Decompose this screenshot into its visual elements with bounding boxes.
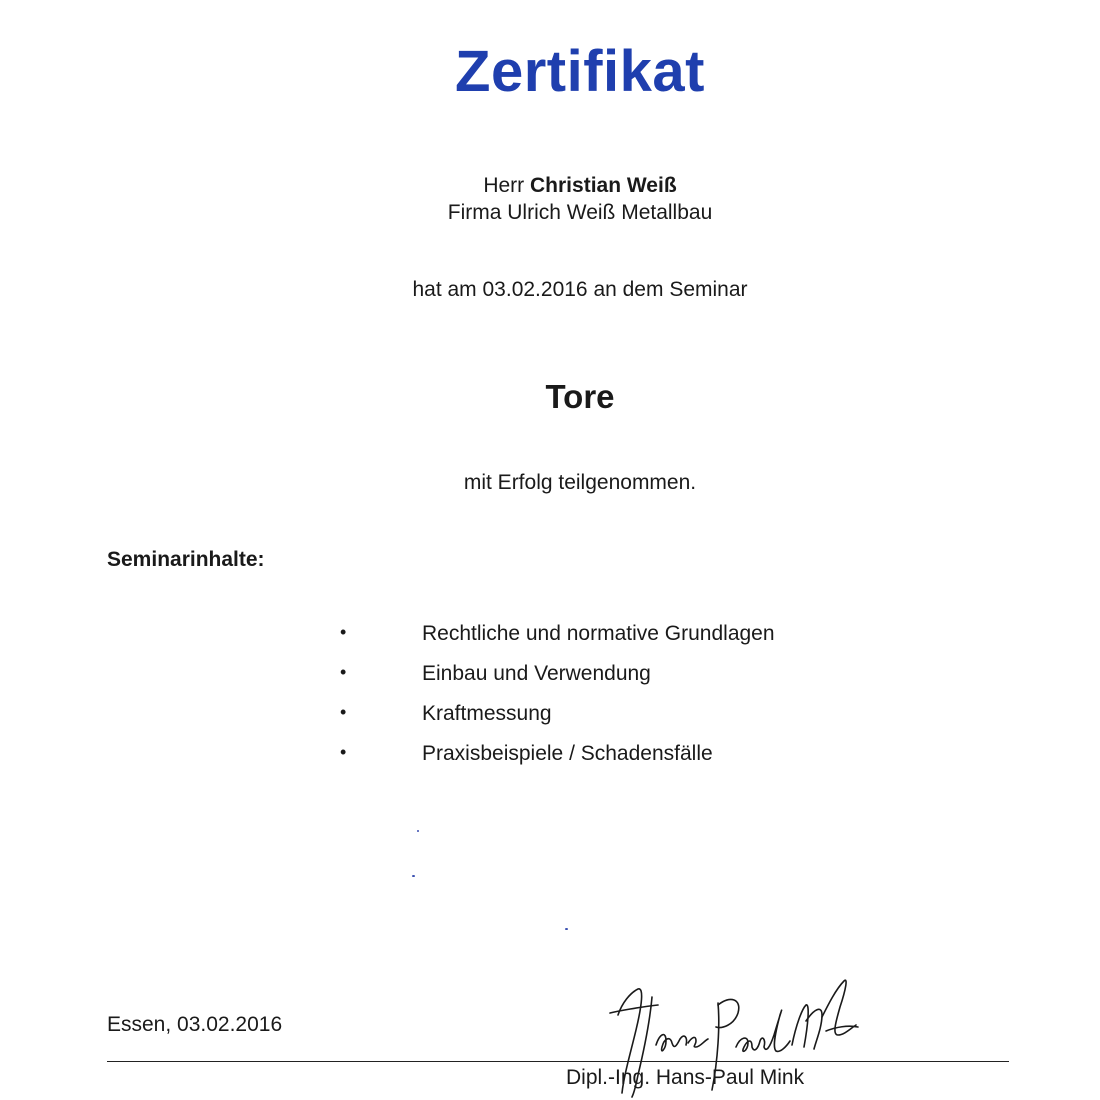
certificate-title: Zertifikat (455, 39, 705, 104)
bullet-icon: • (340, 742, 347, 762)
company-name: Firma Ulrich Weiß Metallbau (447, 201, 713, 224)
handwritten-signature (600, 975, 870, 1100)
contents-heading: Seminarinhalte: (107, 548, 265, 571)
bullet-icon: • (340, 622, 347, 642)
bullet-icon: • (340, 702, 347, 722)
seminar-intro: hat am 03.02.2016 an dem Seminar (412, 278, 748, 301)
recipient-line (0, 174, 1100, 198)
list-item-text: Einbau und Verwendung (422, 662, 651, 685)
list-item-text: Kraftmessung (422, 702, 552, 725)
signature-line (107, 1061, 1009, 1062)
list-item-text: Rechtliche und normative Grundlagen (422, 622, 775, 645)
result-text: mit Erfolg teilgenommen. (463, 471, 697, 494)
recipient-name: Christian Weiß (530, 174, 677, 197)
bullet-icon: • (340, 662, 347, 682)
scan-speck (565, 928, 568, 930)
salutation: Herr (483, 174, 525, 197)
signatory-name: Dipl.-Ing. Hans-Paul Mink (566, 1066, 805, 1089)
place-date: Essen, 03.02.2016 (107, 1013, 283, 1036)
list-item-text: Praxisbeispiele / Schadensfälle (422, 742, 713, 765)
seminar-name: Tore (545, 378, 615, 415)
scan-speck (412, 875, 415, 877)
scan-speck (417, 830, 419, 832)
